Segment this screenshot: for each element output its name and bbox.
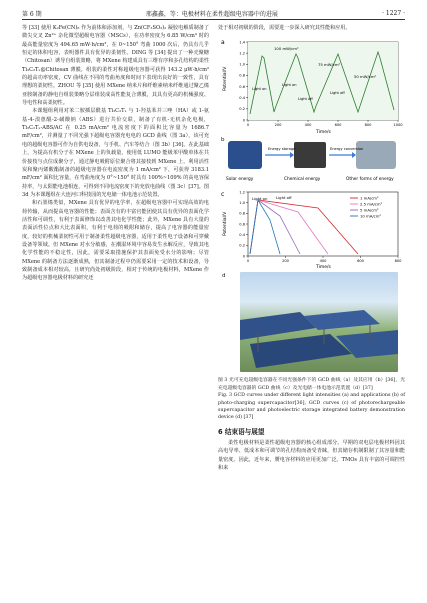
panel-c-legend-label: 1 mA/cm² [360, 195, 379, 201]
figure-3 [218, 36, 405, 374]
panel-b-label: b [221, 137, 225, 144]
header-rule [22, 19, 405, 20]
arrow-energy-storage: Energy storage [268, 147, 296, 152]
panel-a-ylabel: Potential/V [223, 67, 228, 92]
panel-c-ytick-label: 1.2 [239, 190, 245, 195]
panel-c-chart [218, 188, 405, 270]
panel-c-light-on: Light on [252, 196, 268, 202]
panel-c-legend-label: 2.5 mA/cm² [360, 201, 383, 207]
panel-c-curve-10ma [250, 200, 280, 254]
panel-c-curve-5ma [250, 200, 300, 254]
panel-c-xtick-label: 400 [319, 259, 327, 264]
panel-c-xtick-label: 0 [246, 259, 250, 264]
panel-a-chart [218, 36, 405, 136]
panel-c-ytick-label: 0.4 [239, 233, 245, 238]
panel-a-ytick-label: 1.2 [239, 51, 245, 56]
panel-a-ytick-label: 0.2 [239, 107, 245, 112]
figure-caption [218, 377, 405, 421]
panel-c-xtick-label: 600 [357, 259, 364, 264]
panel-a-xtick-label: 600 [334, 123, 342, 128]
paragraph-3: 和石墨烯类似，MXene 具有优异的电学率，在超级电容器中可实现高效的电荷传输，从而提高电容器的性能；表面含有的丰富官能团使其具有优异的表面化学活性和可调性，有利于表面修饰以改善其电化学性能；此外，MXene 具有大量的表面活性位点和大比表面积，有利于电荷的吸附和储存，提高了电容器的能量密度，较好的机械柔韧性可用于制备柔性超级电容器，适用于柔性电子设备和可穿戴设备等领域。但 MXene 对水分敏感，在潮湿环境中容易发生水解反应，导致其电化学性能的不稳定性，因此，需要采取措施保护其表面免受水分的影响；尽管 MXene 的制备方法逐渐成熟，但其制备过程中仍需要采用一定的技术和设备，导致制备成本相对较高，且研究尚处初级阶段，相对于传统的电极材料，MXene 作为超级电容器电极材料的研究还 [22, 200, 209, 282]
panel-a-ytick-label: 0 [242, 118, 245, 123]
panel-b-arrows [218, 136, 405, 188]
panel-a-ytick-label: 0.4 [239, 96, 245, 101]
panel-a-annotation-50: 50 mW/cm² [354, 74, 377, 80]
panel-a-xtick-label: 1000 [393, 123, 403, 128]
panel-a-xtick-label: 200 [274, 123, 282, 128]
label-solar-energy: Solar energy [226, 177, 254, 183]
label-other-energy: Other forms of energy [346, 177, 394, 183]
panel-a-ytick-label: 1.0 [239, 62, 245, 67]
panel-c-light-off: Light off [276, 195, 292, 201]
paragraph-2: 本课题组利用对苯二胺插层酰基 Ti₃C₂Tₓ 与 1-羟基苯并三唑（HA）或 1-氨基-4-溴蒽醌-2-磺酸钠（ABS）进行共价交联，制备了有机-无机杂化电极，Ti₃C₂Tₓ-ABS/AC 在 0.25 mA/cm² 电流密度下的面积比容量为 1686.7 mF/cm²，并测量了不同光强下超级电容器充电电的 GCD 曲线（图 3a），该可充电的超级电容器可作为自供电设备，与手机、汽车等结合（图 3b）[36]。在此基础上，为提高有机分子在 MXene 上的负载量，使用低 LUMO 能级苯甲酸单体在共价接枝与点位成聚分子，通过静电吸附原位聚合将其接枝到 MXene 上，利用活性炭和聚丙烯酸酯制备的超级电容器在电流密度为 1 mA/cm² 下，可获得 3183.1 mF/cm² 面积比容量，在弯曲角度为 0°~150° 时具有 100%~109% 的高电容保持率，与太阳能电池相连，可得到不同电流密度下的充放电曲线（图 3c）[37]。图 3d 为本课题组在大连河口科技园的光电储一体电池示范装置。 [22, 108, 209, 198]
solar-array-image [240, 272, 398, 372]
panel-a-annotation-100: 100 mW/cm² [274, 46, 299, 52]
left-column [22, 24, 209, 283]
panel-a-ytick-label: 0.8 [239, 74, 245, 79]
panel-c-ylabel: Potential/V [223, 212, 228, 237]
section-title: 6 结束语与展望 [218, 427, 265, 436]
arrow-energy-conversion: Energy conversion [330, 147, 364, 152]
panel-c-ytick-label: 0 [242, 254, 245, 259]
panel-a-ytick-label: 0.6 [239, 85, 245, 90]
panel-c-label: c [221, 191, 225, 199]
panel-a-xlabel: Time/s [316, 130, 331, 136]
caption-en: Fig. 3 GCD curves under different light intensities (a) and applications (b) of photo-charging supercapacitor[36], GCD curves (c) of photorechargeable supercapacitor and photoelectric storage integrated battery demonstration device (d) [37] [218, 393, 405, 421]
panel-a-xtick-label: 400 [304, 123, 312, 128]
panel-a-annotation-75: 75 mW/cm² [318, 62, 341, 68]
panel-a-light-off-1: Light off [298, 97, 313, 102]
caption-zh: 图 3 光可充电超级电容器在不同光强条件下的 GCD 曲线（a）及其应用（b）[36]，光充电超级电容器的 GCD 曲线（c）及光电储一体电池示范装置（d）[37] [218, 378, 405, 391]
panel-a-xtick-label: 800 [364, 123, 372, 128]
paragraph-right-intro: 处于相对初级的阶段，需要进一步深入研究其性能和应用。 [218, 25, 351, 31]
panel-a-xtick-label: 0 [246, 123, 250, 128]
panel-c-xtick-label: 200 [282, 259, 289, 264]
panel-c-xtick-label: 800 [394, 259, 402, 264]
panel-c-ytick-label: 1.0 [239, 201, 245, 206]
panel-c-ytick-label: 0.2 [239, 243, 245, 248]
panel-c-xlabel: Time/s [316, 265, 331, 271]
panel-a-light-off-2: Light off [330, 91, 345, 96]
panel-a-light-on-1: Light on [252, 87, 267, 92]
header-issue: 第 6 期 [22, 11, 42, 18]
panel-c-curve-1ma [250, 200, 358, 254]
panel-c-ytick-label: 0.6 [239, 222, 245, 227]
panel-c-legend-label: 10 mA/cm² [360, 213, 381, 219]
label-chemical-energy: Chemical energy [284, 177, 321, 183]
panel-d-photo [222, 272, 398, 372]
header-page-number: · 1227 · [382, 10, 405, 17]
panel-a-light-on-2: Light on [282, 83, 297, 88]
paragraph-1: 等 [33] 使用 K₂Fe(CN)₆ 作为前体和添加剂，与 Zn(CF₃SO₃)₂ 凝胶电解质制备了微尖交叉 Zn²⁺ 杂化微型超级电容器（MSCs），在功率密度为 6.85 W/cm³ 时的最高能量密度为 494.65 mW·h/cm³，在 0~150° 弯曲 1000 次后，仍具有几乎恒定的体积电容，表明器件具有优异的柔韧性。DING 等 [34] 提出了一种壳聚糖（Chitosan）诱导自组装策略，将 MXene 构建成具有三维有序和多孔结构的柔性 Ti₃C₂Tₓ@Chitosan 薄膜，组装的柔性对称超级电容器可获得 143.2 μW·h/cm² 的超高功率密度，CV 曲线在不同的弯曲角度和时间下表现出良好的一致性，具有理想的柔韧性。ZHOU 等 [35] 使用 MXene 纳米片和纤维素纳米纤维通过聚乙烯亚胺制备的静电自组装策略分层组装成高性能复合薄膜，其具有更高的机械强度、导电性和高柔韧性。 [22, 25, 209, 107]
right-column [218, 24, 405, 473]
panel-a-ytick-label: 1.4 [239, 40, 245, 45]
page-header [22, 8, 405, 19]
panel-c-ytick-label: 0.8 [239, 211, 245, 216]
panel-b [218, 136, 405, 188]
panel-d-label: d [222, 273, 226, 280]
panel-a-label: a [221, 39, 225, 47]
header-title: 邢鑫鑫，等：电极材料在柔性超级电容器中的进展 [145, 11, 278, 18]
section-paragraph: 柔性电极材料是柔性超级电容器的核心组成部分。早期的双电层电极材料因其高电导率、低成本和可调节的孔结构而备受青睐，但其储存机制限制了其容量和能量密度。因此，近年来，赝电容材料的应用更加广泛。TMOs 具有丰富的可调控性和来 [218, 440, 405, 472]
panel-c-legend-label: 5 mA/cm² [360, 207, 379, 213]
